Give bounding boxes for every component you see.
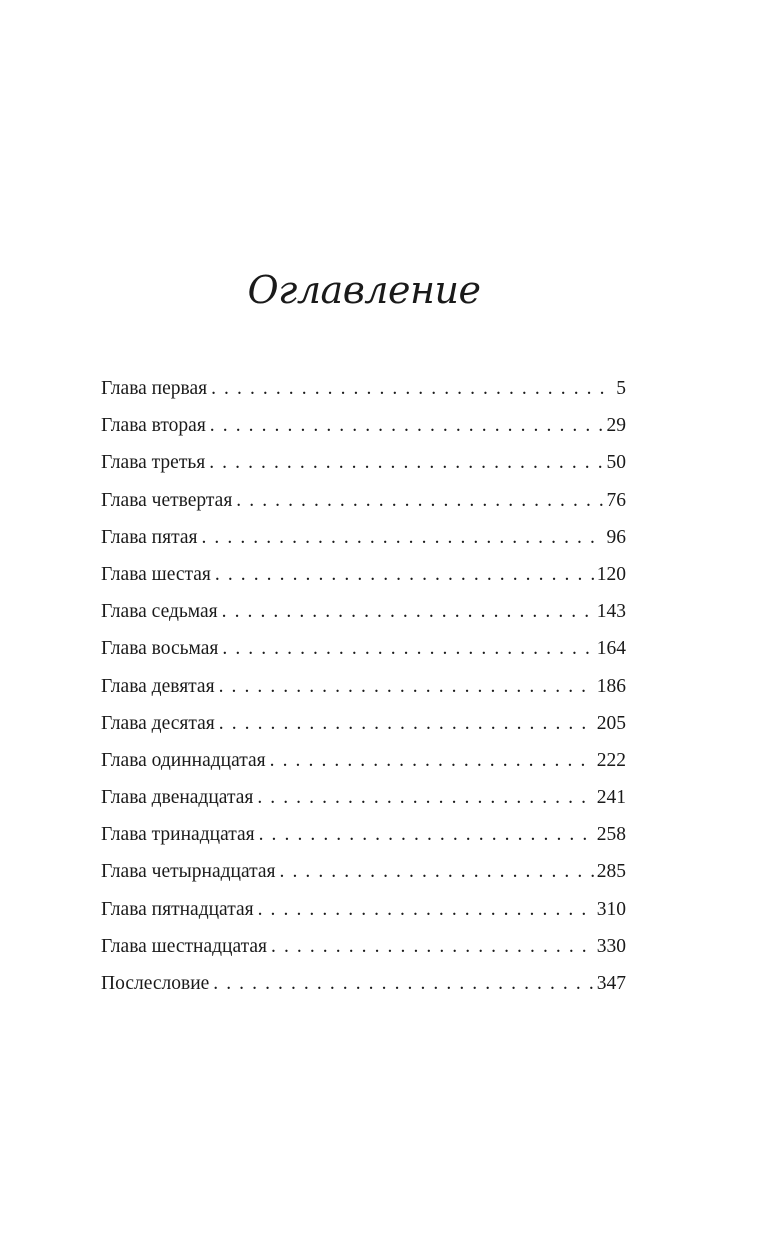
toc-entry-page: 29 [606, 415, 626, 437]
dot-leader [280, 853, 594, 890]
dot-leader [271, 928, 594, 965]
toc-entry-title: Глава восьмая [101, 638, 219, 660]
toc-entry [101, 742, 626, 779]
toc-entry-title: Глава четырнадцатая [101, 861, 276, 883]
toc-entry-page: 143 [596, 601, 626, 623]
dot-leader [219, 668, 594, 705]
dot-leader [270, 742, 594, 779]
toc-entry-title: Глава девятая [101, 675, 215, 697]
toc-entry-page: 96 [606, 526, 626, 548]
toc-entry-title: Послесловие [101, 973, 210, 994]
toc-entry-title: Глава десятая [101, 712, 215, 734]
toc-entry [101, 705, 626, 742]
toc-entry [101, 816, 626, 853]
dot-leader [236, 482, 603, 519]
toc-entry-title: Глава вторая [101, 415, 206, 437]
toc-entry-title: Глава тринадцатая [101, 824, 255, 846]
dot-leader [215, 556, 594, 593]
toc-entry-page: 50 [606, 452, 626, 474]
toc-entry [101, 519, 626, 556]
toc-entry-page: 186 [596, 675, 626, 697]
toc-entry-title: Глава седьмая [101, 601, 218, 623]
dot-leader [219, 705, 594, 742]
toc-entry [101, 891, 626, 928]
toc-entry-page: 285 [596, 861, 626, 883]
toc-entry-title: Глава третья [101, 452, 206, 474]
toc-entry-page: 222 [596, 749, 626, 771]
toc-entry-page: 120 [596, 563, 626, 585]
dot-leader [211, 370, 613, 407]
toc-entry [101, 407, 626, 444]
dot-leader [213, 965, 593, 1002]
toc-entry [101, 630, 626, 667]
toc-entry-title: Глава одиннадцатая [101, 749, 266, 771]
toc-entry-page: 347 [596, 973, 626, 994]
toc-entry [101, 853, 626, 890]
toc-entry-title: Глава пятнадцатая [101, 898, 254, 920]
toc-entry-title: Глава двенадцатая [101, 787, 254, 809]
toc-entry-title: Глава пятая [101, 526, 198, 548]
toc-entry-page: 76 [606, 489, 626, 511]
dot-leader [222, 593, 594, 630]
dot-leader [258, 891, 594, 928]
toc-entry-page: 258 [596, 824, 626, 846]
toc-entry-title: Глава первая [101, 378, 208, 399]
dot-leader [222, 630, 593, 667]
toc-entry [101, 482, 626, 519]
toc-entry-page: 310 [596, 898, 626, 920]
toc-entry [101, 370, 626, 407]
dot-leader [209, 444, 603, 481]
toc-entry-page: 5 [616, 378, 626, 399]
dot-leader [210, 407, 604, 444]
toc-entry [101, 779, 626, 816]
toc-entry-page: 164 [596, 638, 626, 660]
toc-entry [101, 593, 626, 630]
toc-entry-page: 205 [596, 712, 626, 734]
dot-leader [257, 779, 593, 816]
toc-entry-title: Глава шестнадцатая [101, 935, 267, 957]
dot-leader [259, 816, 594, 853]
toc-entry-page: 330 [596, 935, 626, 957]
toc-entry [101, 444, 626, 481]
toc-entry [101, 928, 626, 965]
toc-entry [101, 965, 626, 1002]
toc-entry [101, 668, 626, 705]
table-of-contents [101, 370, 626, 1002]
toc-entry [101, 556, 626, 593]
page-title: Оглавление [247, 268, 481, 312]
toc-entry-title: Глава шестая [101, 563, 211, 585]
dot-leader [201, 519, 603, 556]
toc-entry-page: 241 [596, 787, 626, 809]
toc-entry-title: Глава четвертая [101, 489, 233, 511]
